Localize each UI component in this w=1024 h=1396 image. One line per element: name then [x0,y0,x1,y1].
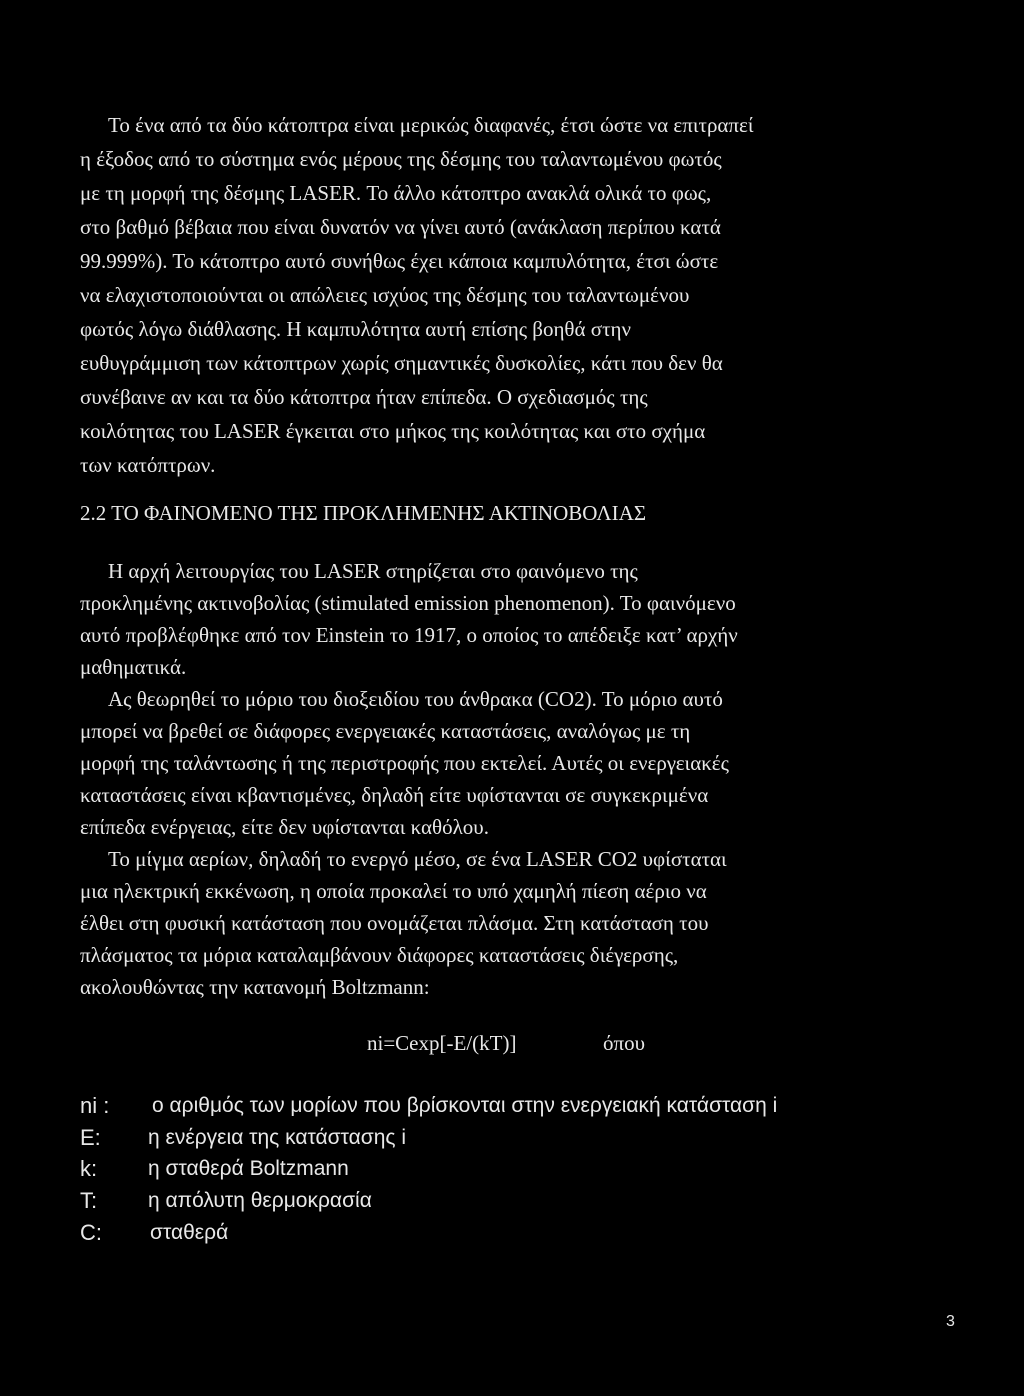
text-line: 99.999%). Το κάτοπτρο αυτό συνήθως έχει κάποια καμπυλότητα, έτσι ώστε [80,249,719,273]
definition-description: η ενέργεια της κατάστασης i [148,1126,406,1149]
text-line: Η αρχή λειτουργίας του LASER στηρίζεται στο φαινόμενο της [108,559,638,583]
text-line: συνέβαινε αν και τα δύο κάτοπτρα ήταν επίπεδα. Ο σχεδιασμός της [80,385,648,409]
text-line: μπορεί να βρεθεί σε διάφορες ενεργειακές καταστάσεις, αναλόγως με τη [80,719,691,743]
text-line: η έξοδος από το σύστημα ενός μέρους της δέσμης του ταλαντωμένου φωτός [80,147,722,171]
definition-term: ni : [80,1093,110,1118]
definition-description: η σταθερά Boltzmann [148,1157,349,1180]
text-line: ευθυγράμμιση των κάτοπτρων χωρίς σημαντικές δυσκολίες, κάτι που δεν θα [80,351,723,375]
definition-term: C: [80,1220,102,1245]
text-line: των κατόπτρων. [80,453,216,477]
text-line: έλθει στη φυσική κατάσταση που ονομάζεται πλάσμα. Στη κατάσταση του [80,911,709,935]
text-line: με τη μορφή της δέσμης LASER. Το άλλο κάτοπτρο ανακλά ολικά το φως, [80,181,712,205]
text-line: Το ένα από τα δύο κάτοπτρα είναι μερικώς διαφανές, έτσι ώστε να επιτραπεί [108,113,754,137]
text-line: Το μίγμα αερίων, δηλαδή το ενεργό μέσο, σε ένα LASER CO2 υφίσταται [108,847,727,871]
formula-suffix: όπου [603,1031,645,1055]
text-line: στο βαθμό βέβαια που είναι δυνατόν να γίνει αυτό (ανάκλαση περίπου κατά [80,215,721,239]
text-line: φωτός λόγω διάθλασης. Η καμπυλότητα αυτή επίσης βοηθά στην [80,317,631,341]
text-line: αυτό προβλέφθηκε από τον Einstein το 1917, ο οποίος το απέδειξε κατ’ αρχήν [80,623,738,647]
text-line: κοιλότητας του LASER έγκειται στο μήκος της κοιλότητας και στο σχήμα [80,419,706,443]
section-heading: 2.2 ΤΟ ΦΑΙΝΟΜΕΝΟ ΤΗΣ ΠΡΟΚΛΗΜΕΝΗΣ ΑΚΤΙΝΟΒΟΛΙΑΣ [80,501,647,525]
definition-description: ο αριθμός των μορίων που βρίσκονται στην ενεργειακή κατάσταση i [152,1094,778,1117]
definition-description: σταθερά [150,1221,229,1244]
text-line: προκλημένης ακτινοβολίας (stimulated emission phenomenon). Το φαινόμενο [80,591,736,615]
text-line: ακολουθώντας την κατανομή Boltzmann: [80,975,430,999]
definition-term: T: [80,1188,98,1213]
text-line: μαθηματικά. [80,655,187,679]
text-line: μορφή της ταλάντωσης ή της περιστροφής που εκτελεί. Αυτές οι ενεργειακές [80,751,729,775]
text-line: να ελαχιστοποιούνται οι απώλειες ισχύος της δέσμης του ταλαντωμένου [80,283,690,307]
text-line: επίπεδα ενέργειας, είτε δεν υφίστανται καθόλου. [80,815,489,839]
text-line: μια ηλεκτρική εκκένωση, η οποία προκαλεί το υπό χαμηλή πίεση αέριο να [80,879,707,903]
definition-term: k: [80,1156,98,1181]
text-line: πλάσματος τα μόρια καταλαμβάνουν διάφορες καταστάσεις διέγερσης, [80,943,679,967]
text-line: Ας θεωρηθεί το μόριο του διοξειδίου του άνθρακα (CO2). Το μόριο αυτό [108,687,723,711]
text-line: καταστάσεις είναι κβαντισμένες, δηλαδή είτε υφίστανται σε συγκεκριμένα [80,783,709,807]
definition-term: E: [80,1125,101,1150]
formula-expression: ni=Cexp[-E/(kT)] [367,1031,517,1055]
page-number: 3 [946,1313,955,1330]
definition-description: η απόλυτη θερμοκρασία [148,1189,372,1212]
